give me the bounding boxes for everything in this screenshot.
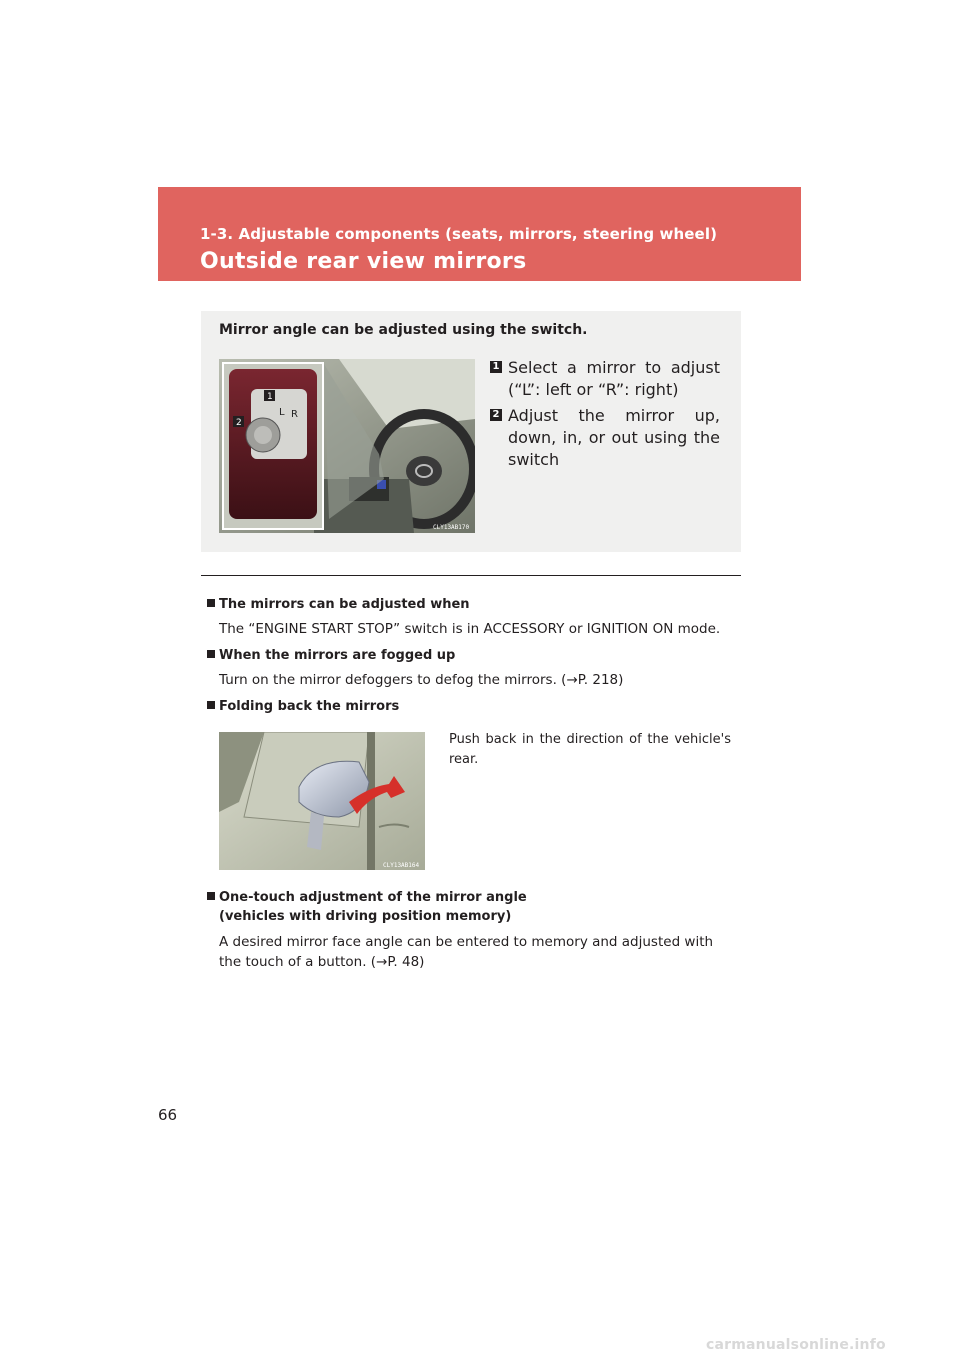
note-heading-text-4: One-touch adjustment of the mirror angle [219, 890, 527, 905]
note-body-3: Push back in the direction of the vehicle's rear. [449, 732, 731, 767]
figure-code: CLY13AB170 [433, 524, 470, 531]
step-2 [490, 405, 720, 471]
summary-box [201, 311, 741, 552]
step-number-2: 2 [490, 409, 502, 421]
figure-code-2: CLY13AB164 [383, 862, 420, 869]
note-heading-2 [207, 646, 455, 665]
bullet-square-icon [207, 599, 215, 607]
note-heading-text-1: The mirrors can be adjusted when [219, 597, 470, 612]
intro-text: Mirror angle can be adjusted using the switch. [219, 322, 588, 338]
note-heading-1 [207, 595, 470, 614]
note-body-2: Turn on the mirror defoggers to defog the mirrors. (→P. 218) [219, 672, 624, 688]
folding-mirror-illustration [219, 732, 425, 870]
step-text-2: Adjust the mirror up, down, in, or out using the switch [508, 406, 720, 469]
section-label: 1-3. Adjustable components (seats, mirrors, steering wheel) [200, 225, 718, 243]
watermark-text: carmanualsonline.info [706, 1337, 886, 1353]
page-number: 66 [158, 1106, 178, 1124]
step-1 [490, 357, 720, 401]
note-heading-text-2: When the mirrors are fogged up [219, 648, 456, 663]
mirror-switch-illustration [219, 359, 475, 533]
callout-2: 2 [236, 418, 242, 428]
chapter-header [158, 187, 801, 281]
note-body-1: The “ENGINE START STOP” switch is in ACCESSORY or IGNITION ON mode. [219, 621, 721, 637]
note-body-4: A desired mirror face angle can be entered to memory and adjusted with the touch of a button. (→P. 48) [219, 934, 714, 970]
note-heading-4-line2: (vehicles with driving position memory) [219, 909, 512, 924]
callout-1: 1 [267, 392, 273, 402]
step-number-1: 1 [490, 361, 502, 373]
step-text-1: Select a mirror to adjust (“L”: left or “R”: right) [508, 358, 720, 399]
note-heading-text-3: Folding back the mirrors [219, 699, 400, 714]
section-divider [201, 575, 741, 576]
bullet-square-icon [207, 701, 215, 709]
note-heading-4 [207, 888, 527, 907]
bullet-square-icon [207, 650, 215, 658]
mirror-fold-image [219, 732, 425, 870]
switch-label-l: L [279, 407, 285, 418]
switch-label-r: R [291, 409, 298, 420]
bullet-square-icon [207, 892, 215, 900]
page-title: Outside rear view mirrors [200, 249, 527, 274]
note-heading-3 [207, 697, 399, 716]
door-panel-image [219, 359, 475, 533]
